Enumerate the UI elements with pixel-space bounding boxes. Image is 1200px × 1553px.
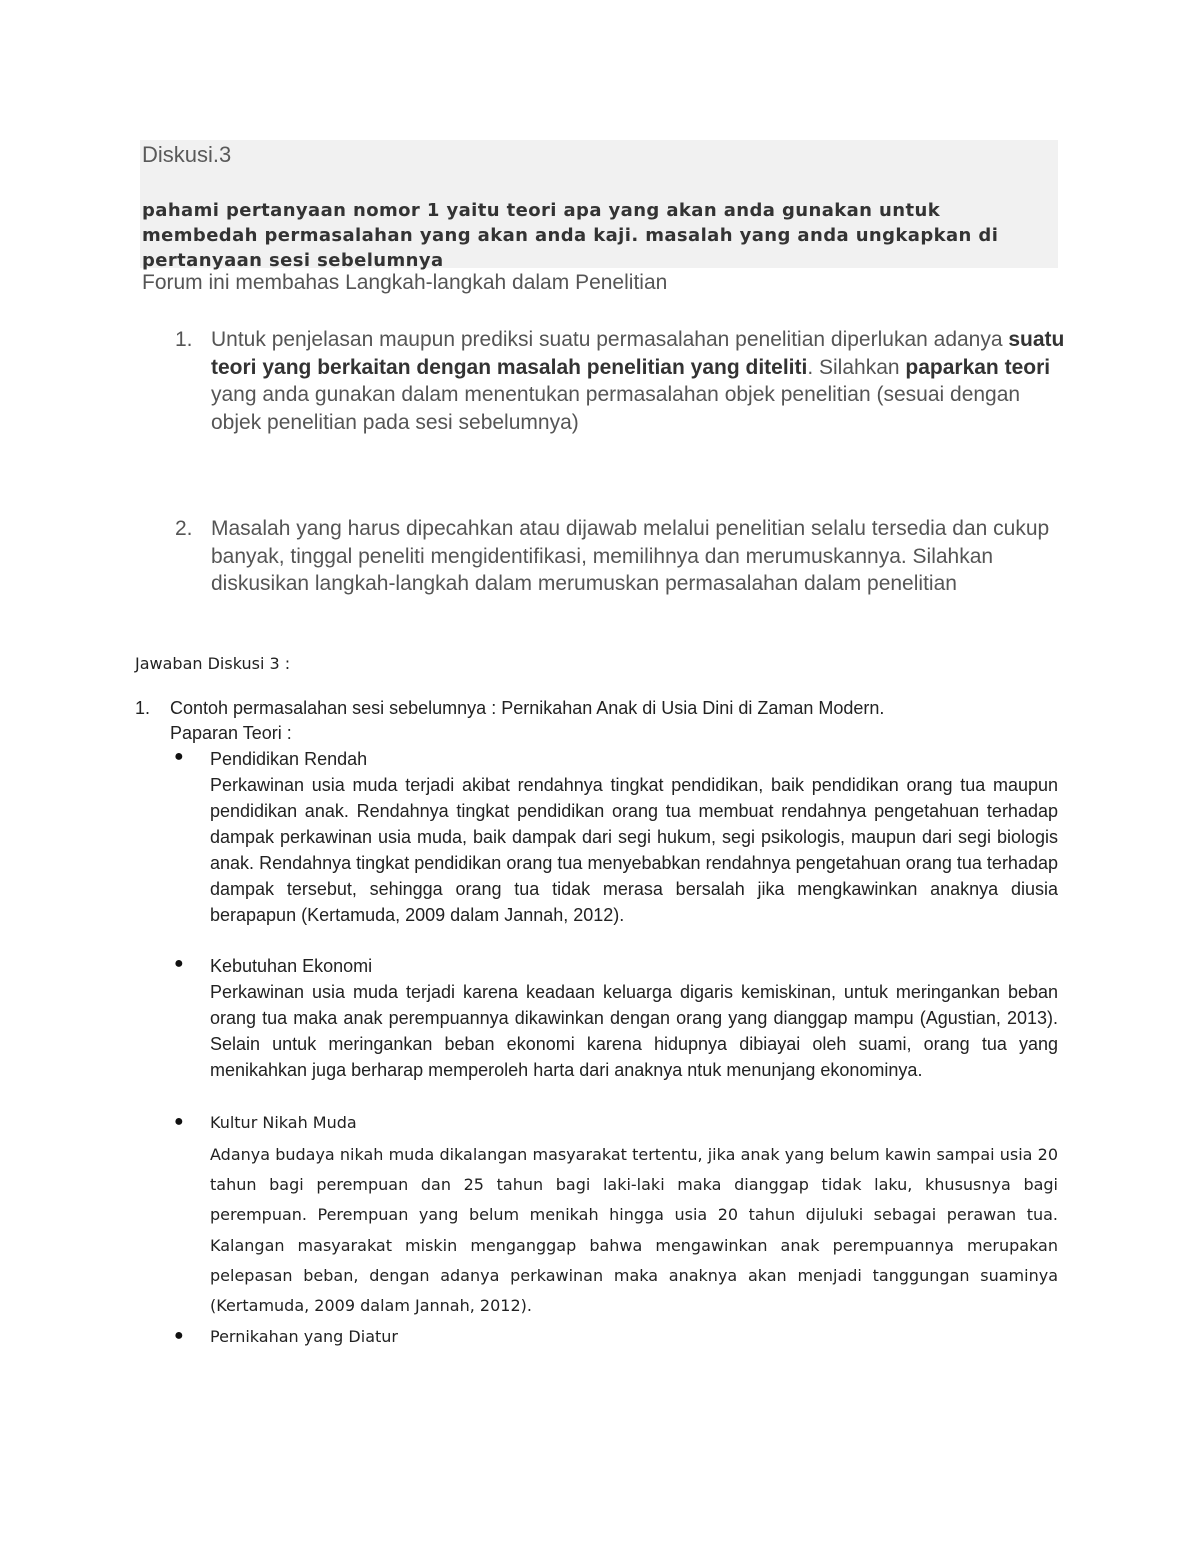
answer-intro-line: Contoh permasalahan sesi sebelumnya : Pernikahan Anak di Usia Dini di Zaman Modern. <box>170 698 885 718</box>
forum-title: Forum ini membahas Langkah-langkah dalam Penelitian <box>142 271 668 294</box>
bullet-heading: Kebutuhan Ekonomi <box>210 956 373 976</box>
bullet-icon: ● <box>174 1327 184 1344</box>
answer-heading: Jawaban Diskusi 3 : <box>135 654 291 673</box>
page-title: Diskusi.3 <box>142 142 232 167</box>
bullet-icon: ● <box>174 748 184 765</box>
bullet-paragraph: Perkawinan usia muda terjadi akibat rendahnya tingkat pendidikan, baik pendidikan orang tua maupun pendidikan anak. Rendahnya tingkat pendidikan orang tua membuat rendahnya pengetahuan terhadap dampak perkawinan usia muda, baik dampak dari segi hukum, segi psikologis, maupun dari segi biologis anak. Rendahnya tingkat pendidikan orang tua menyebabkan rendahnya pengetahuan orang tua terhadap dampak tersebut, sehingga orang tua tidak merasa bersalah jika mengkawinkan anaknya diusia berapapun (Kertamuda, 2009 dalam Jannah, 2012). <box>210 775 1058 925</box>
bullet-heading: Kultur Nikah Muda <box>210 1113 357 1132</box>
bullet-icon: ● <box>174 955 184 972</box>
bullet-icon: ● <box>174 1113 184 1130</box>
bullet-heading: Pendidikan Rendah <box>210 749 368 769</box>
question-number: 2. <box>175 517 193 540</box>
question-text: Masalah yang harus dipecahkan atau dijawab melalui penelitian selalu tersedia dan cukup banyak, tinggal peneliti mengidentifikasi, memilihnya dan merumuskannya. Silahkan diskusikan langkah-langkah dalam merumuskan permasalahan dalam penelitian <box>211 517 1050 595</box>
bullet-paragraph: Perkawinan usia muda terjadi karena keadaan keluarga digaris kemiskinan, untuk meringankan beban orang tua maka anak perempuannya dikawinkan dengan orang yang dianggap mampu (Agustian, 2013). Selain untuk meringankan beban ekonomi karena hidupnya dibiayai oleh suami, orang tua yang menikahkan juga berharap memperoleh harta dari anaknya ntuk menunjang ekonominya. <box>210 982 1058 1080</box>
question-emphasis: suatu teori yang berkaitan dengan masalah penelitian yang diteliti <box>211 328 1065 379</box>
answer-number: 1. <box>135 698 151 718</box>
question-number: 1. <box>175 328 193 351</box>
answer-subheading: Paparan Teori : <box>170 723 292 743</box>
question-text: Untuk penjelasan maupun prediksi suatu permasalahan penelitian diperlukan adanya suatu teori yang berkaitan dengan masalah penelitian yang diteliti. Silahkan paparkan teori yang anda gunakan dalam menentukan permasalahan objek penelitian (sesuai dengan objek penelitian pada sesi sebelumnya) <box>211 328 1065 434</box>
question-emphasis: paparkan teori <box>905 355 1051 379</box>
bullet-heading: Pernikahan yang Diatur <box>210 1327 398 1346</box>
bullet-paragraph: Adanya budaya nikah muda dikalangan masyarakat tertentu, jika anak yang belum kawin sampai usia 20 tahun bagi perempuan dan 25 tahun bagi laki-laki maka dianggap tidak laku, khususnya bagi perempuan. Perempuan yang belum menikah hingga usia 20 tahun dijuluki sebagai perawan tua. Kalangan masyarakat miskin menganggap bahwa mengawinkan anak perempuannya merupakan pelepasan beban, dengan adanya perkawinan maka anaknya akan menjadi tanggungan suaminya (Kertamuda, 2009 dalam Jannah, 2012). <box>210 1145 1058 1316</box>
discussion-prompt: pahami pertanyaan nomor 1 yaitu teori apa yang akan anda gunakan untuk membedah permasalahan yang akan anda kaji. masalah yang anda ungkapkan di pertanyaan sesi sebelumnya <box>142 200 999 271</box>
